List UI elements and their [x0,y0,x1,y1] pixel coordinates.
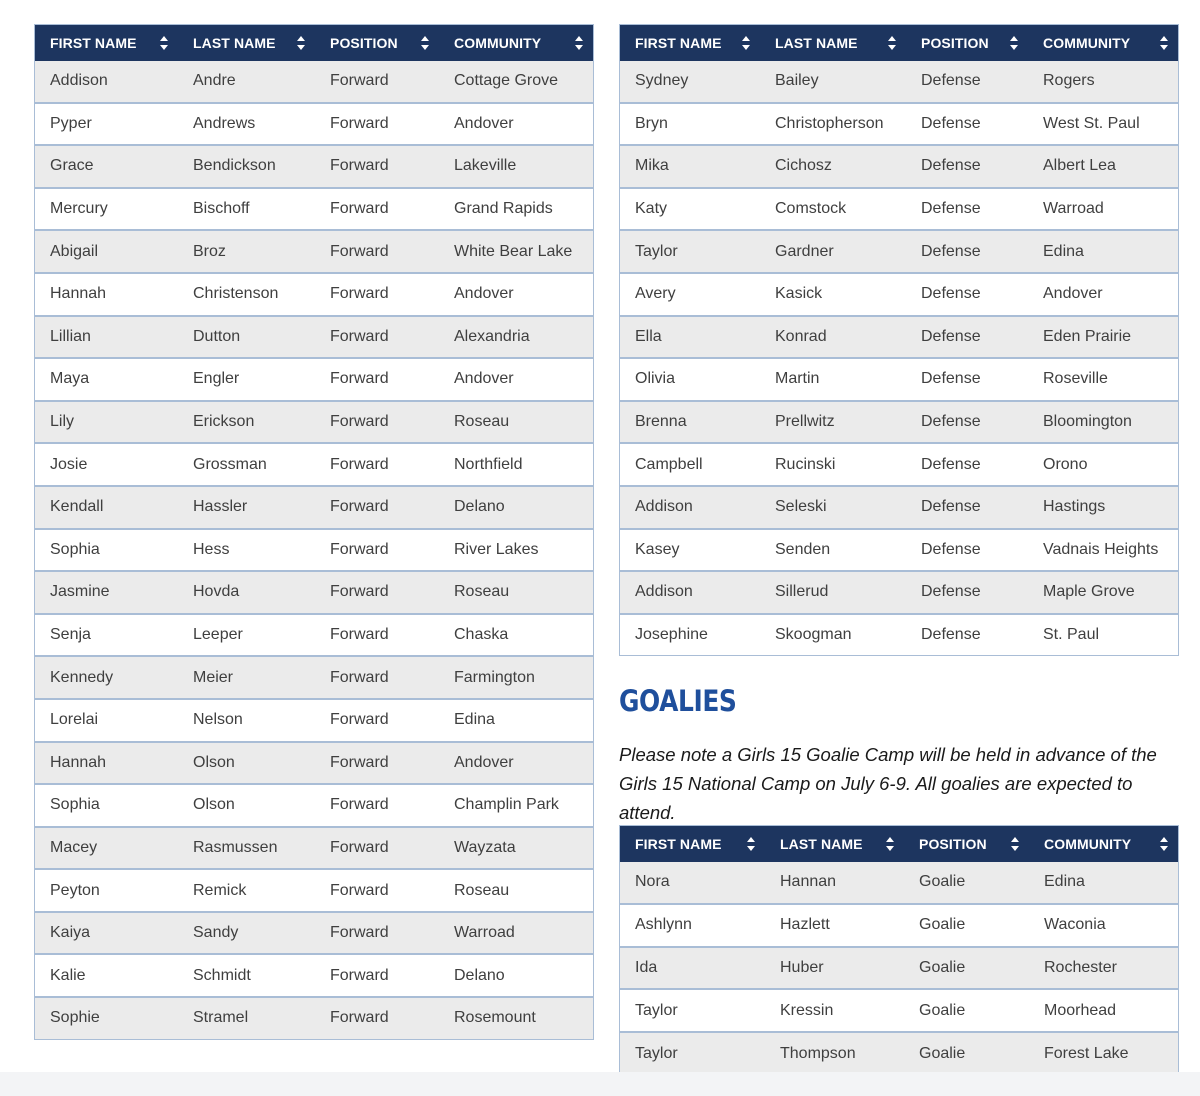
table-row [620,443,1178,486]
table-row [620,316,1178,359]
table-header-row [620,25,1178,61]
cell-first-name: Peyton [35,869,178,912]
cell-community: Hastings [1028,486,1178,529]
cell-position: Goalie [904,904,1029,947]
cell-community: Warroad [439,912,593,955]
cell-first-name: Addison [50,72,108,90]
cell-position: Forward [315,316,439,359]
table-row [35,954,593,997]
cell-community: Roseau [439,571,593,614]
table-row [620,862,1178,904]
cell-community: Vadnais Heights [1028,529,1178,572]
table-row [35,699,593,742]
cell-community: Delano [439,486,593,529]
cell-first-name: Kasey [620,529,760,572]
cell-last-name: Bischoff [178,188,315,231]
cell-first-name: Sophia [35,529,178,572]
cell-last-name: Hovda [178,571,315,614]
cell-first-name: Mika [620,145,760,188]
defense-table [619,24,1179,656]
column-header-label: LAST NAME [193,35,276,51]
goalies-note: Please note a Girls 15 Goalie Camp will be held in advance of the Girls 15 National Camp on July 6-9. All goalies are expected to attend. [619,744,1157,823]
cell-position: Defense [906,145,1028,188]
cell-first-name: Taylor [620,230,760,273]
cell-first-name: Ashlynn [620,904,765,947]
cell-community: St. Paul [1028,614,1178,656]
column-header-community[interactable] [439,25,593,61]
cell-position: Defense [906,443,1028,486]
column-header-last-name[interactable] [765,826,904,862]
cell-first-name: Bryn [620,103,760,146]
column-header-position[interactable] [906,25,1028,61]
table-header-row [35,25,593,61]
cell-position: Forward [315,997,439,1039]
cell-community: Lakeville [439,145,593,188]
cell-last-name: Skoogman [760,614,906,656]
cell-position: Forward [315,571,439,614]
cell-first-name: Mercury [35,188,178,231]
cell-last-name: Olson [178,742,315,785]
cell-last-name: Rucinski [760,443,906,486]
cell-first-name: Josephine [620,614,760,656]
column-header-label: COMMUNITY [454,35,542,51]
cell-first-name: Taylor [620,989,765,1032]
table-row [35,230,593,273]
cell-position: Forward [315,784,439,827]
cell-position: Forward [315,912,439,955]
cell-first-name: Addison [620,571,760,614]
cell-first-name: Grace [35,145,178,188]
cell-last-name: Leeper [178,614,315,657]
cell-position: Forward [315,742,439,785]
cell-last-name: Rasmussen [178,827,315,870]
cell-community: River Lakes [439,529,593,572]
goalies-section-title: GOALIES [619,684,737,718]
column-header-label: LAST NAME [780,836,863,852]
cell-position: Goalie [919,873,966,891]
cell-first-name: Senja [35,614,178,657]
cell-position: Forward [315,103,439,146]
cell-position: Forward [315,954,439,997]
cell-community: West St. Paul [1028,103,1178,146]
cell-community: Waconia [1029,904,1178,947]
sort-icon[interactable] [575,36,583,50]
cell-first-name: Sophie [35,997,178,1039]
cell-community: Rosemount [439,997,593,1039]
column-header-label: POSITION [919,836,987,852]
cell-first-name: Macey [35,827,178,870]
cell-position: Defense [906,401,1028,444]
cell-first-name: Ella [620,316,760,359]
table-row [620,273,1178,316]
table-row [35,784,593,827]
cell-last-name: Senden [760,529,906,572]
table-body [620,61,1178,655]
cell-community: Alexandria [439,316,593,359]
cell-first-name: Lorelai [35,699,178,742]
cell-last-name: Christopherson [760,103,906,146]
table-row [35,742,593,785]
cell-community: Forest Lake [1029,1032,1178,1074]
cell-position: Defense [906,571,1028,614]
cell-first-name: Katy [620,188,760,231]
cell-position: Forward [315,188,439,231]
column-header-last-name[interactable] [178,25,315,61]
cell-last-name: Olson [178,784,315,827]
cell-first-name: Abigail [35,230,178,273]
cell-position: Forward [330,72,389,90]
table-row [35,656,593,699]
table-row [35,486,593,529]
cell-last-name: Andre [193,72,236,90]
cell-position: Defense [906,358,1028,401]
table-row [620,401,1178,444]
column-header-last-name[interactable] [760,25,906,61]
cell-first-name: Hannah [35,273,178,316]
cell-last-name: Schmidt [178,954,315,997]
table-row [620,947,1178,990]
cell-first-name: Sophia [35,784,178,827]
cell-first-name: Ida [620,947,765,990]
sort-icon[interactable] [742,36,750,50]
table-body [620,862,1178,1074]
page-footer-strip [0,1072,1200,1096]
table-row [35,997,593,1039]
cell-first-name: Sydney [635,72,689,90]
table-row [620,614,1178,656]
cell-community: Wayzata [439,827,593,870]
cell-community: Albert Lea [1028,145,1178,188]
table-row [35,103,593,146]
goalies-table [619,825,1179,1075]
cell-community: Roseau [439,401,593,444]
cell-last-name: Hess [178,529,315,572]
cell-last-name: Bailey [775,72,819,90]
cell-community: Chaska [439,614,593,657]
cell-first-name: Maya [35,358,178,401]
column-header-label: COMMUNITY [1044,836,1132,852]
table-row [35,912,593,955]
column-header-label: LAST NAME [775,35,858,51]
cell-first-name: Lillian [35,316,178,359]
cell-last-name: Broz [178,230,315,273]
sort-icon[interactable] [421,36,429,50]
sort-icon[interactable] [1010,36,1018,50]
table-row [35,316,593,359]
cell-last-name: Erickson [178,401,315,444]
cell-position: Goalie [904,1032,1029,1074]
table-row [620,904,1178,947]
cell-first-name: Kennedy [35,656,178,699]
table-row [620,571,1178,614]
cell-community: Northfield [439,443,593,486]
cell-position: Forward [315,827,439,870]
table-body [35,61,593,1039]
cell-last-name: Bendickson [178,145,315,188]
table-row [35,529,593,572]
cell-position: Forward [315,486,439,529]
cell-community: Rochester [1029,947,1178,990]
cell-position: Defense [906,614,1028,656]
cell-community: Cottage Grove [454,72,559,90]
cell-first-name: Josie [35,443,178,486]
cell-community: Andover [439,103,593,146]
cell-position: Forward [315,443,439,486]
forwards-table [34,24,594,1040]
table-header-row [620,826,1178,862]
cell-position: Defense [906,103,1028,146]
cell-last-name: Remick [178,869,315,912]
cell-community: Delano [439,954,593,997]
cell-community: Orono [1028,443,1178,486]
cell-position: Defense [906,188,1028,231]
cell-last-name: Nelson [178,699,315,742]
sort-icon[interactable] [886,837,894,851]
cell-last-name: Hazlett [765,904,904,947]
cell-first-name: Kendall [35,486,178,529]
cell-community: Edina [1028,230,1178,273]
sort-icon[interactable] [160,36,168,50]
cell-position: Forward [315,273,439,316]
table-row [620,529,1178,572]
table-row [35,145,593,188]
cell-position: Forward [315,401,439,444]
sort-icon[interactable] [888,36,896,50]
cell-community: Roseville [1028,358,1178,401]
table-row [620,989,1178,1032]
cell-last-name: Konrad [760,316,906,359]
table-row [35,443,593,486]
sort-icon[interactable] [297,36,305,50]
cell-community: Bloomington [1028,401,1178,444]
cell-first-name: Taylor [620,1032,765,1074]
table-row [620,486,1178,529]
cell-last-name: Thompson [765,1032,904,1074]
sort-icon[interactable] [1160,837,1168,851]
cell-position: Forward [315,145,439,188]
cell-position: Forward [315,614,439,657]
cell-last-name: Kasick [760,273,906,316]
cell-first-name: Kaiya [35,912,178,955]
cell-community: Andover [1028,273,1178,316]
cell-first-name: Lily [35,401,178,444]
sort-icon[interactable] [747,837,755,851]
table-row [620,188,1178,231]
cell-community: White Bear Lake [439,230,593,273]
table-row [35,358,593,401]
column-header-label: POSITION [921,35,989,51]
cell-community: Edina [439,699,593,742]
cell-position: Forward [315,699,439,742]
cell-position: Defense [921,72,981,90]
cell-first-name: Nora [635,873,670,891]
column-header-community[interactable] [1028,25,1178,61]
table-row [35,273,593,316]
cell-position: Forward [315,230,439,273]
cell-first-name: Hannah [35,742,178,785]
cell-last-name: Kressin [765,989,904,1032]
cell-last-name: Dutton [178,316,315,359]
table-row [620,145,1178,188]
column-header-position[interactable] [904,826,1029,862]
sort-icon[interactable] [1011,837,1019,851]
cell-community: Eden Prairie [1028,316,1178,359]
cell-position: Defense [906,230,1028,273]
cell-last-name: Meier [178,656,315,699]
cell-last-name: Martin [760,358,906,401]
cell-last-name: Stramel [178,997,315,1039]
table-row [35,869,593,912]
cell-community: Andover [439,273,593,316]
cell-first-name: Jasmine [35,571,178,614]
cell-last-name: Andrews [178,103,315,146]
column-header-first-name[interactable] [620,25,760,61]
cell-community: Farmington [439,656,593,699]
cell-last-name: Grossman [178,443,315,486]
cell-community: Grand Rapids [439,188,593,231]
table-row [35,571,593,614]
table-row [35,61,593,103]
cell-position: Forward [315,656,439,699]
cell-position: Defense [906,529,1028,572]
cell-last-name: Cichosz [760,145,906,188]
cell-first-name: Addison [620,486,760,529]
cell-community: Andover [439,742,593,785]
cell-last-name: Seleski [760,486,906,529]
cell-last-name: Hannan [780,873,837,891]
cell-position: Defense [906,273,1028,316]
cell-position: Goalie [904,947,1029,990]
cell-last-name: Engler [178,358,315,401]
cell-community: Maple Grove [1028,571,1178,614]
cell-community: Rogers [1043,72,1095,90]
cell-community: Roseau [439,869,593,912]
column-header-label: POSITION [330,35,398,51]
cell-first-name: Kalie [35,954,178,997]
table-row [620,230,1178,273]
column-header-label: FIRST NAME [50,35,137,51]
column-header-label: COMMUNITY [1043,35,1131,51]
cell-community: Warroad [1028,188,1178,231]
table-row [35,401,593,444]
cell-position: Forward [315,869,439,912]
cell-position: Defense [906,316,1028,359]
column-header-first-name[interactable] [620,826,765,862]
table-row [620,61,1178,103]
table-row [35,827,593,870]
cell-first-name: Olivia [620,358,760,401]
cell-last-name: Sandy [178,912,315,955]
cell-last-name: Comstock [760,188,906,231]
table-row [620,1032,1178,1074]
cell-first-name: Brenna [620,401,760,444]
cell-last-name: Huber [765,947,904,990]
table-row [35,614,593,657]
table-row [35,188,593,231]
table-row [620,103,1178,146]
cell-last-name: Christenson [178,273,315,316]
cell-first-name: Campbell [620,443,760,486]
cell-last-name: Sillerud [760,571,906,614]
column-header-position[interactable] [315,25,439,61]
cell-position: Forward [315,529,439,572]
column-header-label: FIRST NAME [635,836,722,852]
cell-community: Andover [439,358,593,401]
column-header-label: FIRST NAME [635,35,722,51]
cell-last-name: Gardner [760,230,906,273]
cell-first-name: Pyper [35,103,178,146]
sort-icon[interactable] [1160,36,1168,50]
cell-position: Goalie [904,989,1029,1032]
table-row [620,358,1178,401]
cell-community: Moorhead [1029,989,1178,1032]
cell-last-name: Prellwitz [760,401,906,444]
cell-first-name: Avery [620,273,760,316]
cell-community: Champlin Park [439,784,593,827]
cell-community: Edina [1044,873,1085,891]
column-header-first-name[interactable] [35,25,178,61]
cell-last-name: Hassler [178,486,315,529]
cell-position: Defense [906,486,1028,529]
cell-position: Forward [315,358,439,401]
column-header-community[interactable] [1029,826,1178,862]
